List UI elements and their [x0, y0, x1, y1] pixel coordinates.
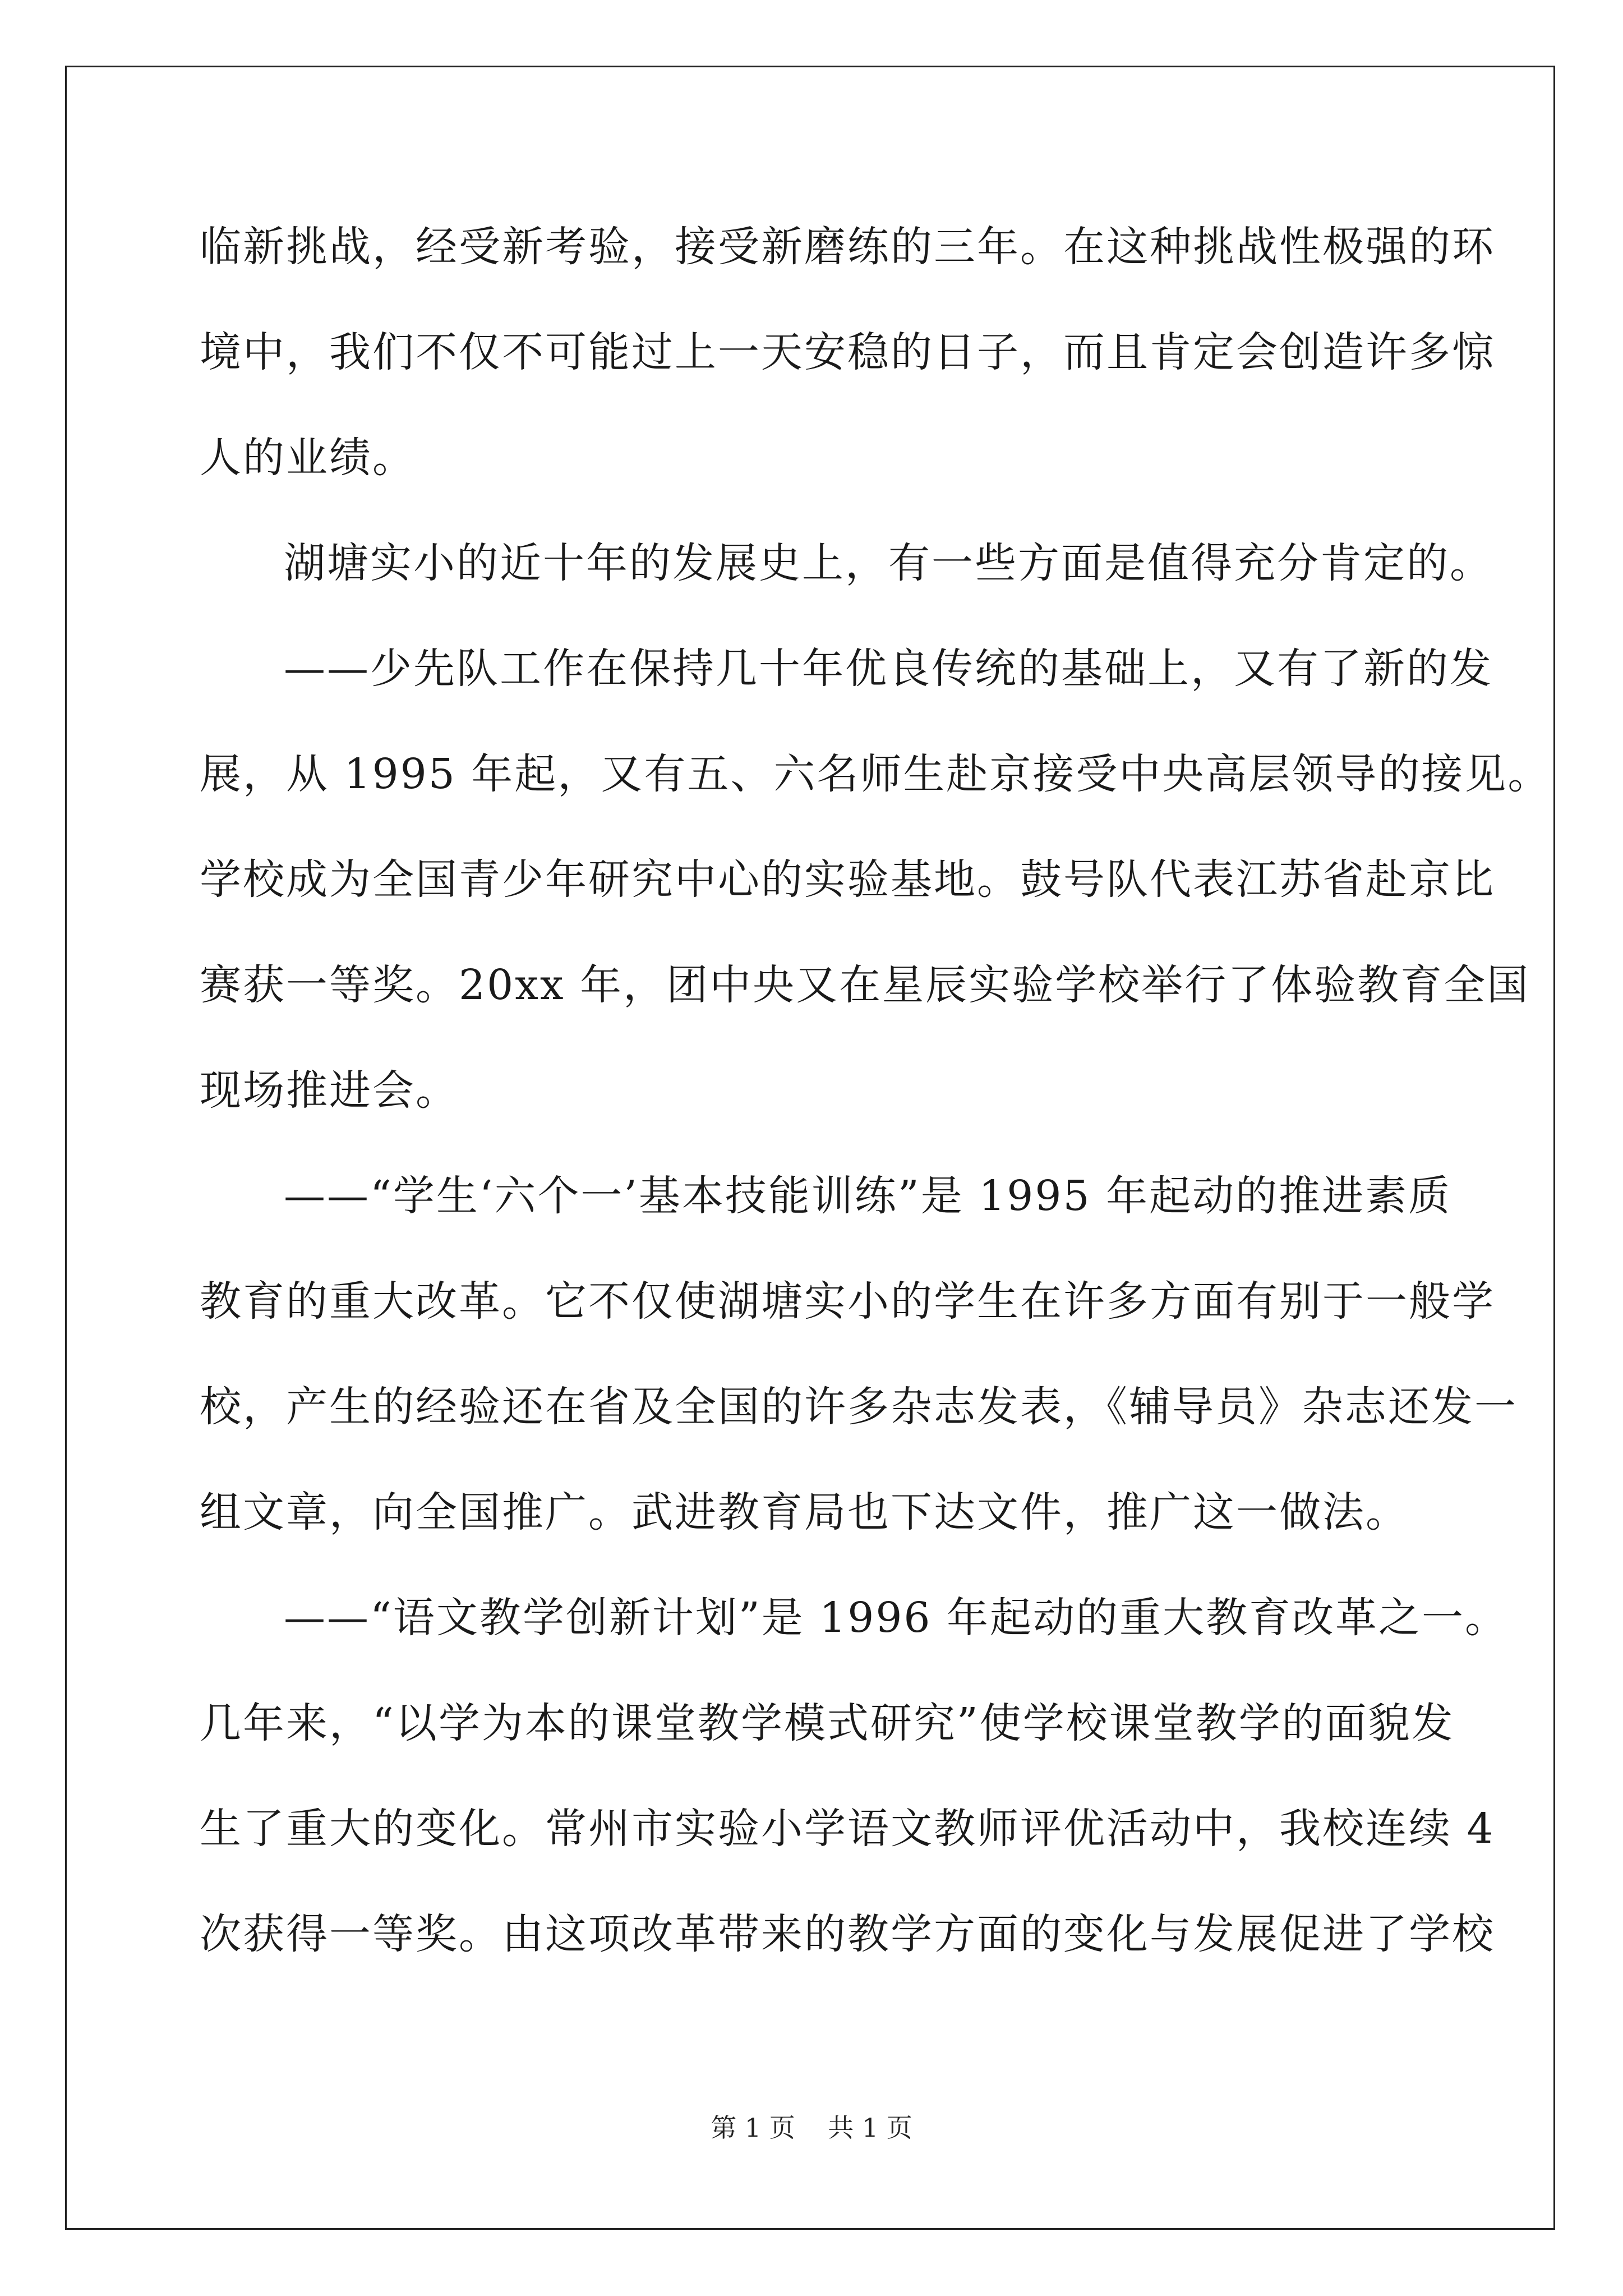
text-line: 赛获一等奖。20xx 年，团中央又在星辰实验学校举行了体验教育全国 [200, 961, 1530, 1009]
paragraph-start-line: ——“语文教学创新计划”是 1996 年起动的重大教育改革之一。 [284, 1594, 1509, 1642]
text-line: 现场推进会。 [200, 1066, 459, 1115]
text-line: 组文章，向全国推广。武进教育局也下达文件，推广这一做法。 [200, 1488, 1409, 1536]
text-line: 人的业绩。 [200, 434, 416, 482]
paragraph-start-line: 湖塘实小的近十年的发展史上，有一些方面是值得充分肯定的。 [284, 539, 1493, 587]
text-line: 境中，我们不仅不可能过上一天安稳的日子，而且肯定会创造许多惊 [200, 328, 1495, 376]
text-line: 校，产生的经验还在省及全国的许多杂志发表，《辅导员》杂志还发一 [200, 1383, 1518, 1431]
page-footer: 第 1 页 共 1 页 [711, 2113, 912, 2143]
text-line: 几年来，“以学为本的课堂教学模式研究”使学校课堂教学的面貌发 [200, 1699, 1455, 1747]
text-line: 教育的重大改革。它不仅使湖塘实小的学生在许多方面有别于一般学 [200, 1277, 1495, 1326]
paragraph-start-line: ——“学生‘六个一’基本技能训练”是 1995 年起动的推进素质 [284, 1172, 1452, 1220]
text-line: 展，从 1995 年起，又有五、六名师生赴京接受中央高层领导的接见。 [200, 750, 1551, 798]
document-body [200, 194, 1551, 1987]
paragraph-start-line: ——少先队工作在保持几十年优良传统的基础上，又有了新的发 [284, 645, 1493, 693]
text-line: 次获得一等奖。由这项改革带来的教学方面的变化与发展促进了学校 [200, 1910, 1495, 1958]
text-line: 生了重大的变化。常州市实验小学语文教师评优活动中，我校连续 4 [200, 1805, 1495, 1853]
text-line: 临新挑战，经受新考验，接受新磨练的三年。在这种挑战性极强的环 [200, 223, 1495, 271]
text-line: 学校成为全国青少年研究中心的实验基地。鼓号队代表江苏省赴京比 [200, 855, 1495, 904]
